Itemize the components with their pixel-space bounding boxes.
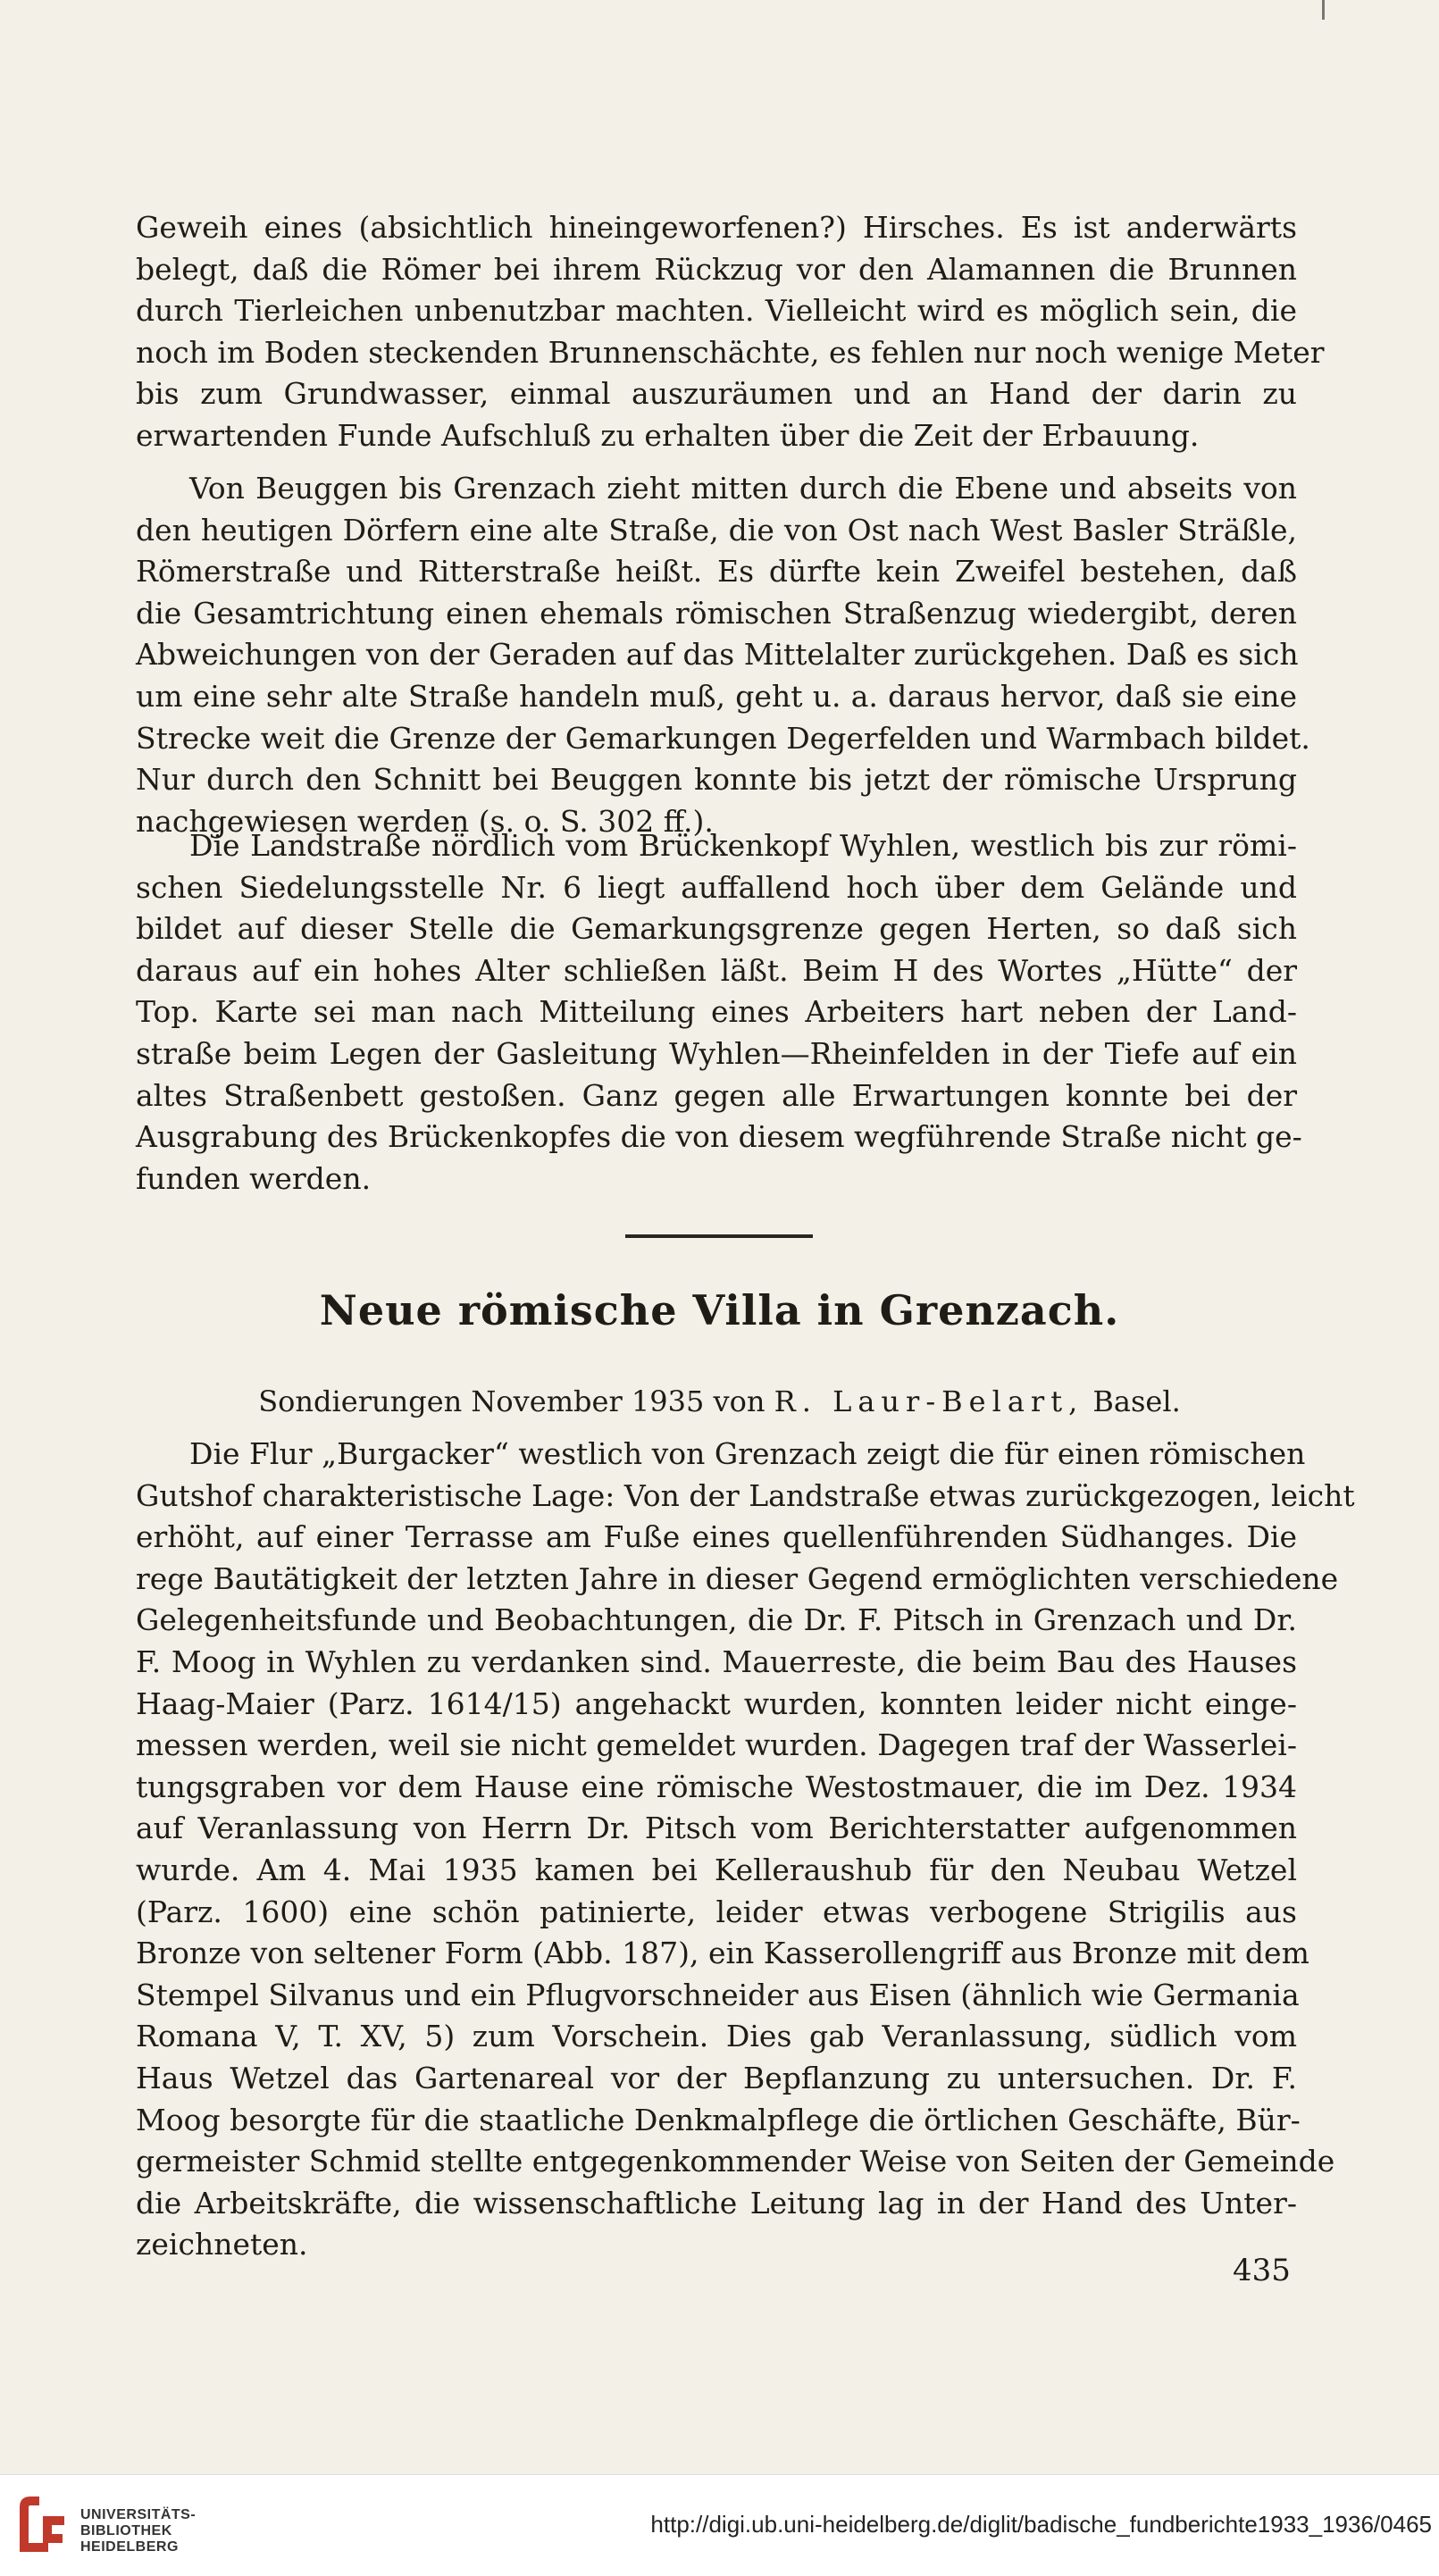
- text-line: Die Flur „Burgacker“ westlich von Grenzach zeigt die für einen römischen: [189, 1436, 1306, 1471]
- institution-name: [80, 2507, 196, 2555]
- text-line: durch Tierleichen unbenutzbar machten. Vielleicht wird es möglich sein, die: [136, 293, 1297, 329]
- text-line: noch im Boden steckenden Brunnenschächte, es fehlen nur noch wenige Meter: [136, 334, 1325, 370]
- paragraph-1: [136, 207, 1325, 457]
- text-line: Top. Karte sei man nach Mitteilung eines Arbeiters hart neben der Land-: [136, 994, 1297, 1030]
- text-line: (Parz. 1600) eine schön patinierte, leider etwas verbogene Strigilis aus: [136, 1894, 1297, 1929]
- logo-mark: [20, 2497, 64, 2552]
- text-line: messen werden, weil sie nicht gemeldet wurden. Dagegen traf der Wasserlei-: [136, 1727, 1297, 1763]
- paragraph-4-text: [136, 1434, 1355, 2266]
- paragraph-1-text: [136, 207, 1325, 457]
- section-title: Neue römische Villa in Grenzach.: [319, 1286, 1120, 1334]
- text-line: germeister Schmid stellte entgegenkommender Weise von Seiten der Gemeinde: [136, 2144, 1335, 2179]
- text-line: tungsgraben vor dem Hause eine römische Westostmauer, die im Dez. 1934: [136, 1769, 1297, 1804]
- paragraph-4: [136, 1434, 1355, 2266]
- subtitle-author: R. Laur-Belart,: [774, 1384, 1084, 1418]
- text-line: funden werden.: [136, 1160, 372, 1196]
- text-line: wurde. Am 4. Mai 1935 kamen bei Kelleraushub für den Neubau Wetzel: [136, 1852, 1297, 1887]
- paragraph-3: [136, 825, 1302, 1200]
- text-line: bis zum Grundwasser, einmal auszuräumen und an Hand der darin zu: [136, 376, 1297, 412]
- text-line: Nur durch den Schnitt bei Beuggen konnte bis jetzt der römische Ursprung: [136, 762, 1297, 798]
- text-line: Stempel Silvanus und ein Pflugvorschneider aus Eisen (ähnlich wie Germania: [136, 1977, 1300, 2012]
- text-line: Geweih eines (absichtlich hineingeworfenen?) Hirsches. Es ist anderwärts: [136, 210, 1297, 245]
- footer-bar: [0, 2474, 1439, 2576]
- text-line: Römerstraße und Ritterstraße heißt. Es dürfte kein Zweifel bestehen, daß: [136, 554, 1297, 590]
- paragraph-3-text: [136, 825, 1302, 1200]
- scan-mark: [1322, 0, 1325, 20]
- text-line: Ausgrabung des Brückenkopfes die von diesem wegführende Straße nicht ge-: [136, 1119, 1302, 1155]
- text-line: Haag-Maier (Parz. 1614/15) angehackt wurden, konnten leider nicht einge-: [136, 1685, 1297, 1721]
- text-line: nachgewiesen werden (s. o. S. 302 ff.).: [136, 803, 714, 839]
- text-line: Romana V, T. XV, 5) zum Vorschein. Dies gab Veranlassung, südlich vom: [136, 2019, 1297, 2054]
- source-url-link[interactable]: http://digi.ub.uni-heidelberg.de/diglit/badische_fundberichte1933_1936/0465: [650, 2511, 1432, 2538]
- text-line: Bronze von seltener Form (Abb. 187), ein Kasserollengriff aus Bronze mit dem: [136, 1936, 1309, 1971]
- paragraph-2: [136, 468, 1310, 842]
- institution-line-2: BIBLIOTHEK: [80, 2523, 172, 2538]
- institution-line-3: HEIDELBERG: [80, 2539, 179, 2555]
- text-line: erhöht, auf einer Terrasse am Fuße eines quellenführenden Südhanges. Die: [136, 1519, 1297, 1555]
- text-line: auf Veranlassung von Herrn Dr. Pitsch vom Berichterstatter aufgenommen: [136, 1811, 1297, 1846]
- text-line: den heutigen Dörfern eine alte Straße, die von Ost nach West Basler Sträßle,: [136, 512, 1297, 548]
- text-line: zeichneten.: [136, 2227, 308, 2262]
- page-number: 435: [1233, 2253, 1291, 2288]
- text-line: Gutshof charakteristische Lage: Von der Landstraße etwas zurückgezogen, leicht: [136, 1477, 1355, 1513]
- text-line: Moog besorgte für die staatliche Denkmalpflege die örtlichen Geschäfte, Bür-: [136, 2102, 1301, 2137]
- subtitle-place: Basel.: [1092, 1384, 1181, 1418]
- text-line: belegt, daß die Römer bei ihrem Rückzug vor den Alamannen die Brunnen: [136, 251, 1297, 287]
- text-line: Strecke weit die Grenze der Gemarkungen Degerfelden und Warmbach bildet.: [136, 720, 1310, 756]
- text-line: die Gesamtrichtung einen ehemals römischen Straßenzug wiedergibt, deren: [136, 595, 1297, 631]
- paragraph-2-text: [136, 468, 1310, 842]
- text-line: um eine sehr alte Straße handeln muß, geht u. a. daraus hervor, daß sie eine: [136, 678, 1297, 714]
- text-line: daraus auf ein hohes Alter schließen läßt. Beim H des Wortes „Hütte“ der: [136, 952, 1297, 988]
- text-line: straße beim Legen der Gasleitung Wyhlen—Rheinfelden in der Tiefe auf ein: [136, 1035, 1297, 1071]
- text-line: altes Straßenbett gestoßen. Ganz gegen alle Erwartungen konnte bei der: [136, 1077, 1297, 1113]
- text-line: schen Siedelungsstelle Nr. 6 liegt auffallend hoch über dem Gelände und: [136, 869, 1297, 905]
- university-library-logo: [13, 2489, 71, 2561]
- section-subtitle: [0, 1384, 1439, 1418]
- text-line: die Arbeitskräfte, die wissenschaftliche Leitung lag in der Hand des Unter-: [136, 2185, 1297, 2221]
- text-line: Haus Wetzel das Gartenareal vor der Bepflanzung zu untersuchen. Dr. F.: [136, 2060, 1297, 2095]
- subtitle-prefix: Sondierungen November 1935 von: [258, 1384, 766, 1418]
- institution-line-1: UNIVERSITÄTS-: [80, 2507, 197, 2522]
- text-line: F. Moog in Wyhlen zu verdanken sind. Mauerreste, die beim Bau des Hauses: [136, 1643, 1297, 1679]
- text-line: rege Bautätigkeit der letzten Jahre in dieser Gegend ermöglichten verschiedene: [136, 1560, 1339, 1596]
- section-divider: [625, 1234, 813, 1238]
- text-line: Abweichungen von der Geraden auf das Mittelalter zurückgehen. Daß es sich: [136, 637, 1299, 673]
- text-line: erwartenden Funde Aufschluß zu erhalten über die Zeit der Erbauung.: [136, 417, 1200, 453]
- text-line: Von Beuggen bis Grenzach zieht mitten durch die Ebene und abseits von: [189, 471, 1297, 506]
- text-line: Gelegenheitsfunde und Beobachtungen, die Dr. F. Pitsch in Grenzach und Dr.: [136, 1602, 1297, 1638]
- text-line: Die Landstraße nördlich vom Brückenkopf Wyhlen, westlich bis zur römi-: [189, 828, 1297, 863]
- text-line: bildet auf dieser Stelle die Gemarkungsgrenze gegen Herten, so daß sich: [136, 911, 1297, 947]
